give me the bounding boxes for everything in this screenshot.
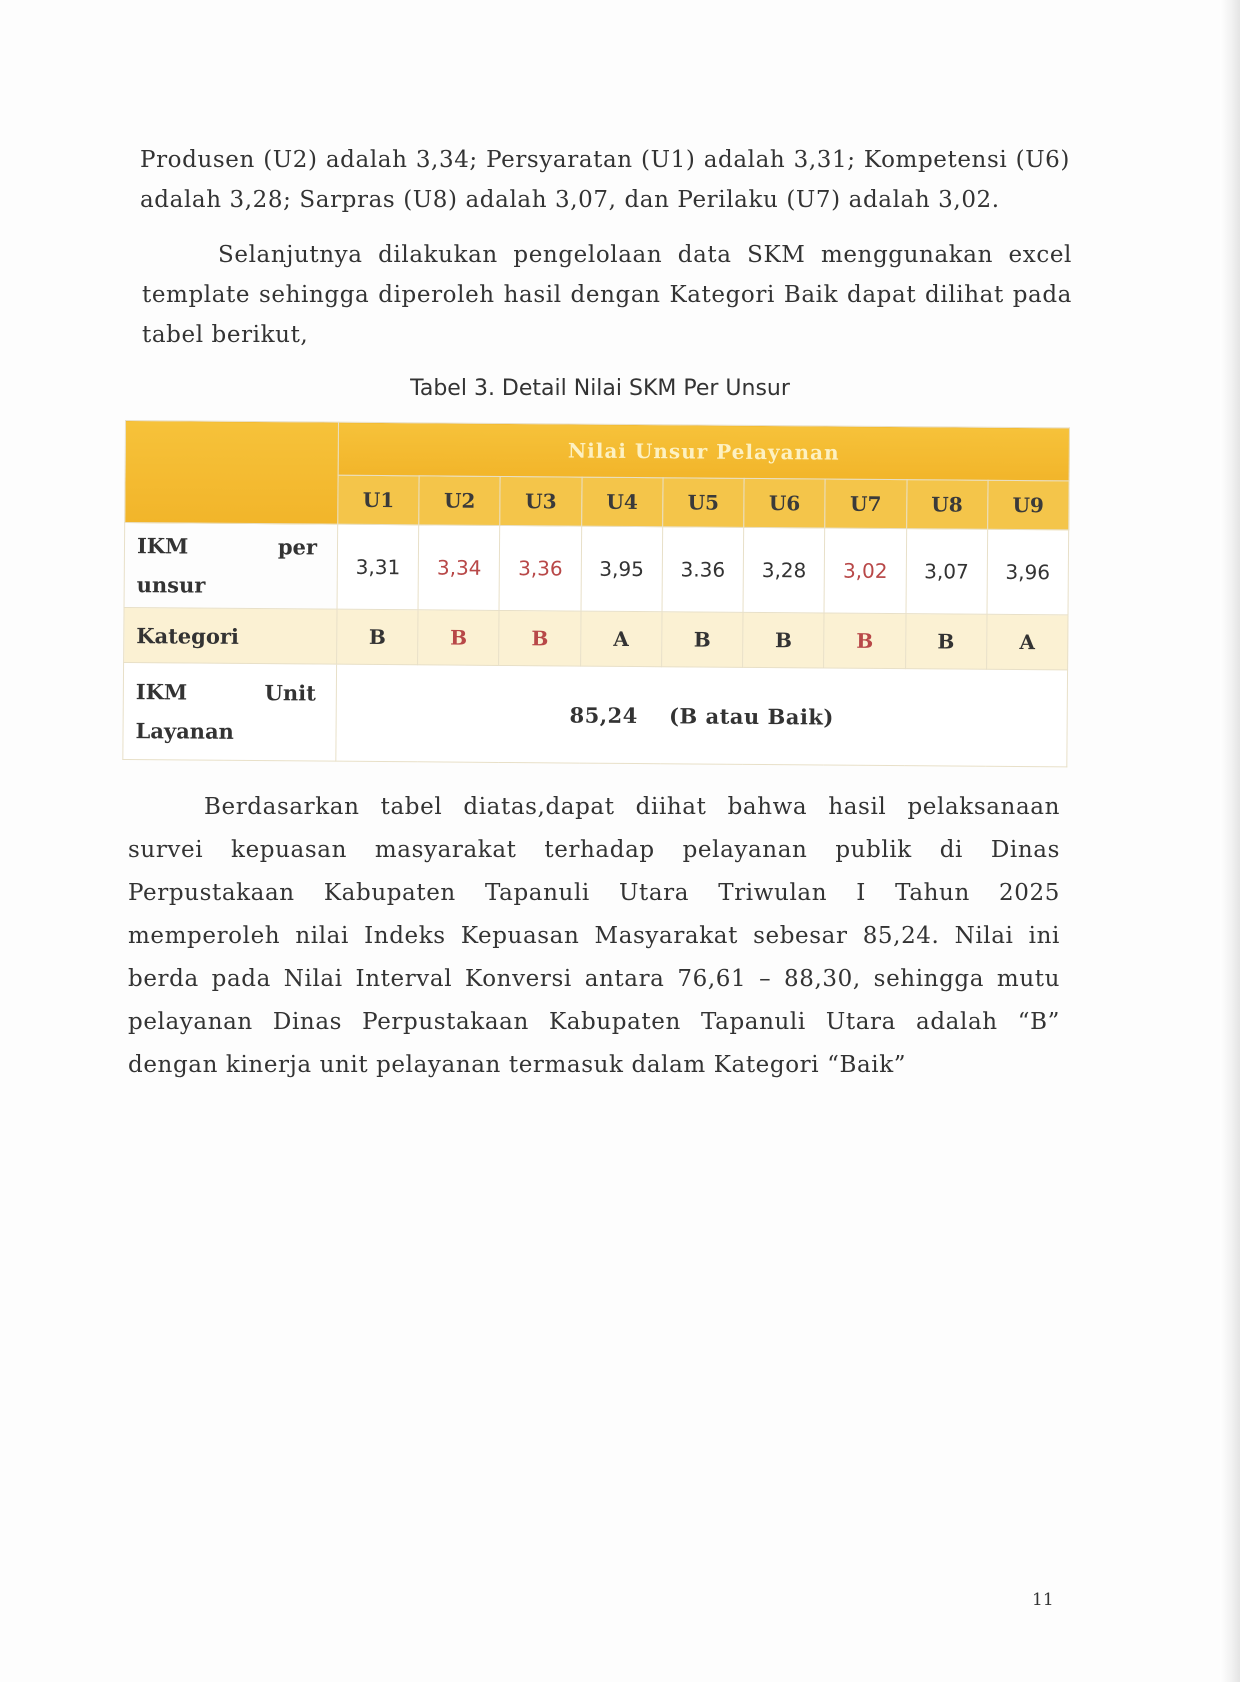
ikm-unit-layanan-row	[123, 662, 1068, 766]
kategori-u1: B	[337, 609, 419, 665]
unit-header-u6: U6	[744, 478, 826, 528]
ikm-unit-category: (B atau Baik)	[668, 702, 834, 730]
header-corner-cell	[125, 421, 339, 525]
kategori-u8: B	[905, 614, 987, 670]
ikm-per-unsur-row	[124, 523, 1069, 615]
paragraph-intro	[140, 140, 1070, 220]
kategori-row	[124, 607, 1068, 669]
skm-table	[122, 420, 1070, 767]
unit-header-u9: U9	[987, 480, 1069, 530]
label-unsur: unsur	[136, 572, 206, 598]
ikm-value-u7: 3,02	[824, 528, 906, 614]
paragraph-3-text: Berdasarkan tabel diatas,dapat diihat bahwa hasil pelaksanaan survei kepuasan masyarakat terhadap pelayanan publik di Dinas Perpustakaan Kabupaten Tapanuli Utara Triwulan I Tahun 2025 memperoleh nilai Indeks Kepuasan Masyarakat sebesar 85,24. Nilai ini berda pada Nilai Interval Konversi antara 76,61 – 88,30, sehingga mutu pelayanan Dinas Perpustakaan Kabupaten Tapanuli Utara adalah “B” dengan kinerja unit pelayanan termasuk dalam Kategori “Baik”	[128, 794, 1060, 1078]
scan-edge-shadow	[1220, 0, 1240, 1682]
page-number: 11	[1032, 1590, 1054, 1610]
ikm-value-u6: 3,28	[743, 527, 825, 613]
label-ikm-unit-a: IKM	[135, 679, 188, 705]
ikm-value-u1: 3,31	[337, 524, 419, 610]
unit-header-u2: U2	[419, 476, 501, 526]
label-per: per	[277, 534, 318, 560]
ikm-unit-layanan-label	[123, 662, 337, 761]
kategori-u2: B	[418, 610, 500, 666]
kategori-u9: A	[986, 614, 1068, 670]
label-unit: Unit	[264, 680, 316, 706]
kategori-u7: B	[824, 613, 906, 669]
label-ikm: IKM	[136, 533, 189, 559]
ikm-per-unsur-label	[124, 523, 338, 610]
ikm-value-u4: 3,95	[581, 526, 663, 612]
ikm-value-u8: 3,07	[906, 529, 988, 615]
ikm-value-u2: 3,34	[418, 525, 500, 611]
paragraph-conclusion	[128, 786, 1060, 1087]
unit-header-u5: U5	[663, 478, 745, 528]
label-layanan: Layanan	[135, 718, 234, 744]
ikm-value-u3: 3,36	[499, 525, 581, 611]
kategori-u3: B	[499, 610, 581, 666]
ikm-value-u9: 3,96	[987, 529, 1069, 615]
unit-header-u1: U1	[338, 475, 420, 525]
unit-header-u7: U7	[825, 479, 907, 529]
kategori-u4: A	[580, 611, 662, 667]
kategori-u5: B	[661, 612, 743, 668]
table-header-row	[125, 421, 1069, 481]
header-title-cell: Nilai Unsur Pelayanan	[338, 422, 1069, 481]
unit-header-u8: U8	[906, 480, 988, 530]
paragraph-table-intro	[142, 235, 1072, 355]
paragraph-2-text: Selanjutnya dilakukan pengelolaan data SKM menggunakan excel template sehingga diperoleh hasil dengan Kategori Baik dapat dilihat pada tabel berikut,	[142, 242, 1072, 348]
kategori-u6: B	[743, 612, 825, 668]
paragraph-1-text: Produsen (U2) adalah 3,34; Persyaratan (U1) adalah 3,31; Kompetensi (U6) adalah 3,28; Sarpras (U8) adalah 3,07, dan Perilaku (U7) adalah 3,02.	[140, 147, 1070, 213]
kategori-label: Kategori	[124, 607, 337, 664]
table-caption: Tabel 3. Detail Nilai SKM Per Unsur	[410, 376, 790, 401]
unit-header-u3: U3	[500, 476, 582, 526]
ikm-value-u5: 3.36	[662, 527, 744, 613]
unit-header-u4: U4	[581, 477, 663, 527]
ikm-unit-value-cell	[336, 664, 1068, 767]
ikm-unit-value: 85,24	[569, 702, 638, 728]
